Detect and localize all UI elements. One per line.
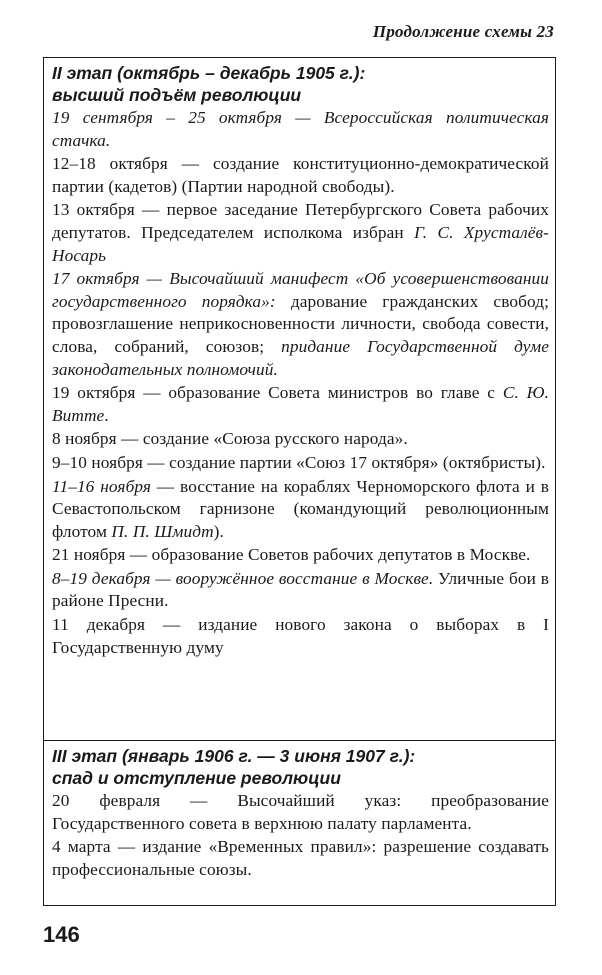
entry-political-strike: 19 сентября – 25 октября — Всероссийская политическая стачка. (52, 108, 549, 150)
entry-black-sea-uprising: 11–16 ноября — восстание на кораблях Черноморского флота и в Севастопольском гарнизоне (командующий революционным флотом П. П. Шмидт). (52, 476, 550, 541)
scheme-table (43, 57, 556, 906)
person-name: С. Ю. Витте (52, 383, 549, 425)
entry-state-council-decree: 20 февраля — Высочайший указ: преобразование Государственного совета в верхнюю палату парламента. (52, 791, 549, 833)
person-name: Г. С. Хрусталёв-Носарь (52, 222, 549, 265)
entry-union-russian-people: 8 ноября — создание «Союза русского народа». (52, 429, 408, 449)
entry-kadets: 12–18 октября — создание конституционно-демократической партии (кадетов) (Партии народной свободы). (52, 154, 549, 196)
page-number: 146 (43, 922, 80, 947)
stage-2-section (44, 58, 555, 740)
entry-moscow-uprising: 8–19 декабря — вооружённое восстание в Москве. Уличные бои в районе Пресни. (52, 568, 549, 611)
person-name: П. П. Шмидт (111, 521, 214, 541)
entry-october-manifesto: 17 октября — Высочайший манифест «Об усовершенствовании государственного порядка»: дарование гражданских свобод; провозглашение неприкосновенности личности, свобода совести, слова, собраний, союзов; придание Государственной думе законодательных полномочий. (52, 269, 550, 379)
entry-election-law: 11 декабря — издание нового закона о выборах в I Государственную думу (52, 615, 549, 657)
entry-council-of-ministers: 19 октября — образование Совета министров во главе с С. Ю. Витте. (52, 383, 549, 425)
entry-temporary-rules: 4 марта — издание «Временных правил»: разрешение создавать профессиональные союзы. (52, 837, 549, 879)
entry-octobrists: 9–10 ноября — создание партии «Союз 17 октября» (октябристы). (52, 452, 546, 472)
scheme-continuation-header: Продолжение схемы 23 (372, 22, 554, 41)
entry-petersburg-soviet: 13 октября — первое заседание Петербургского Совета рабочих депутатов. Председателем исполкома избран Г. С. Хрусталёв-Носарь (52, 200, 549, 265)
stage-3-title: III этап (январь 1906 г. — 3 июня 1907 г.): спад и отступление революции (52, 746, 416, 788)
stage-2-title: II этап (октябрь – декабрь 1905 г.): высший подъём революции (52, 63, 366, 105)
stage-3-section (44, 740, 555, 881)
entry-moscow-soviets: 21 ноября — образование Советов рабочих депутатов в Москве. (52, 545, 531, 565)
